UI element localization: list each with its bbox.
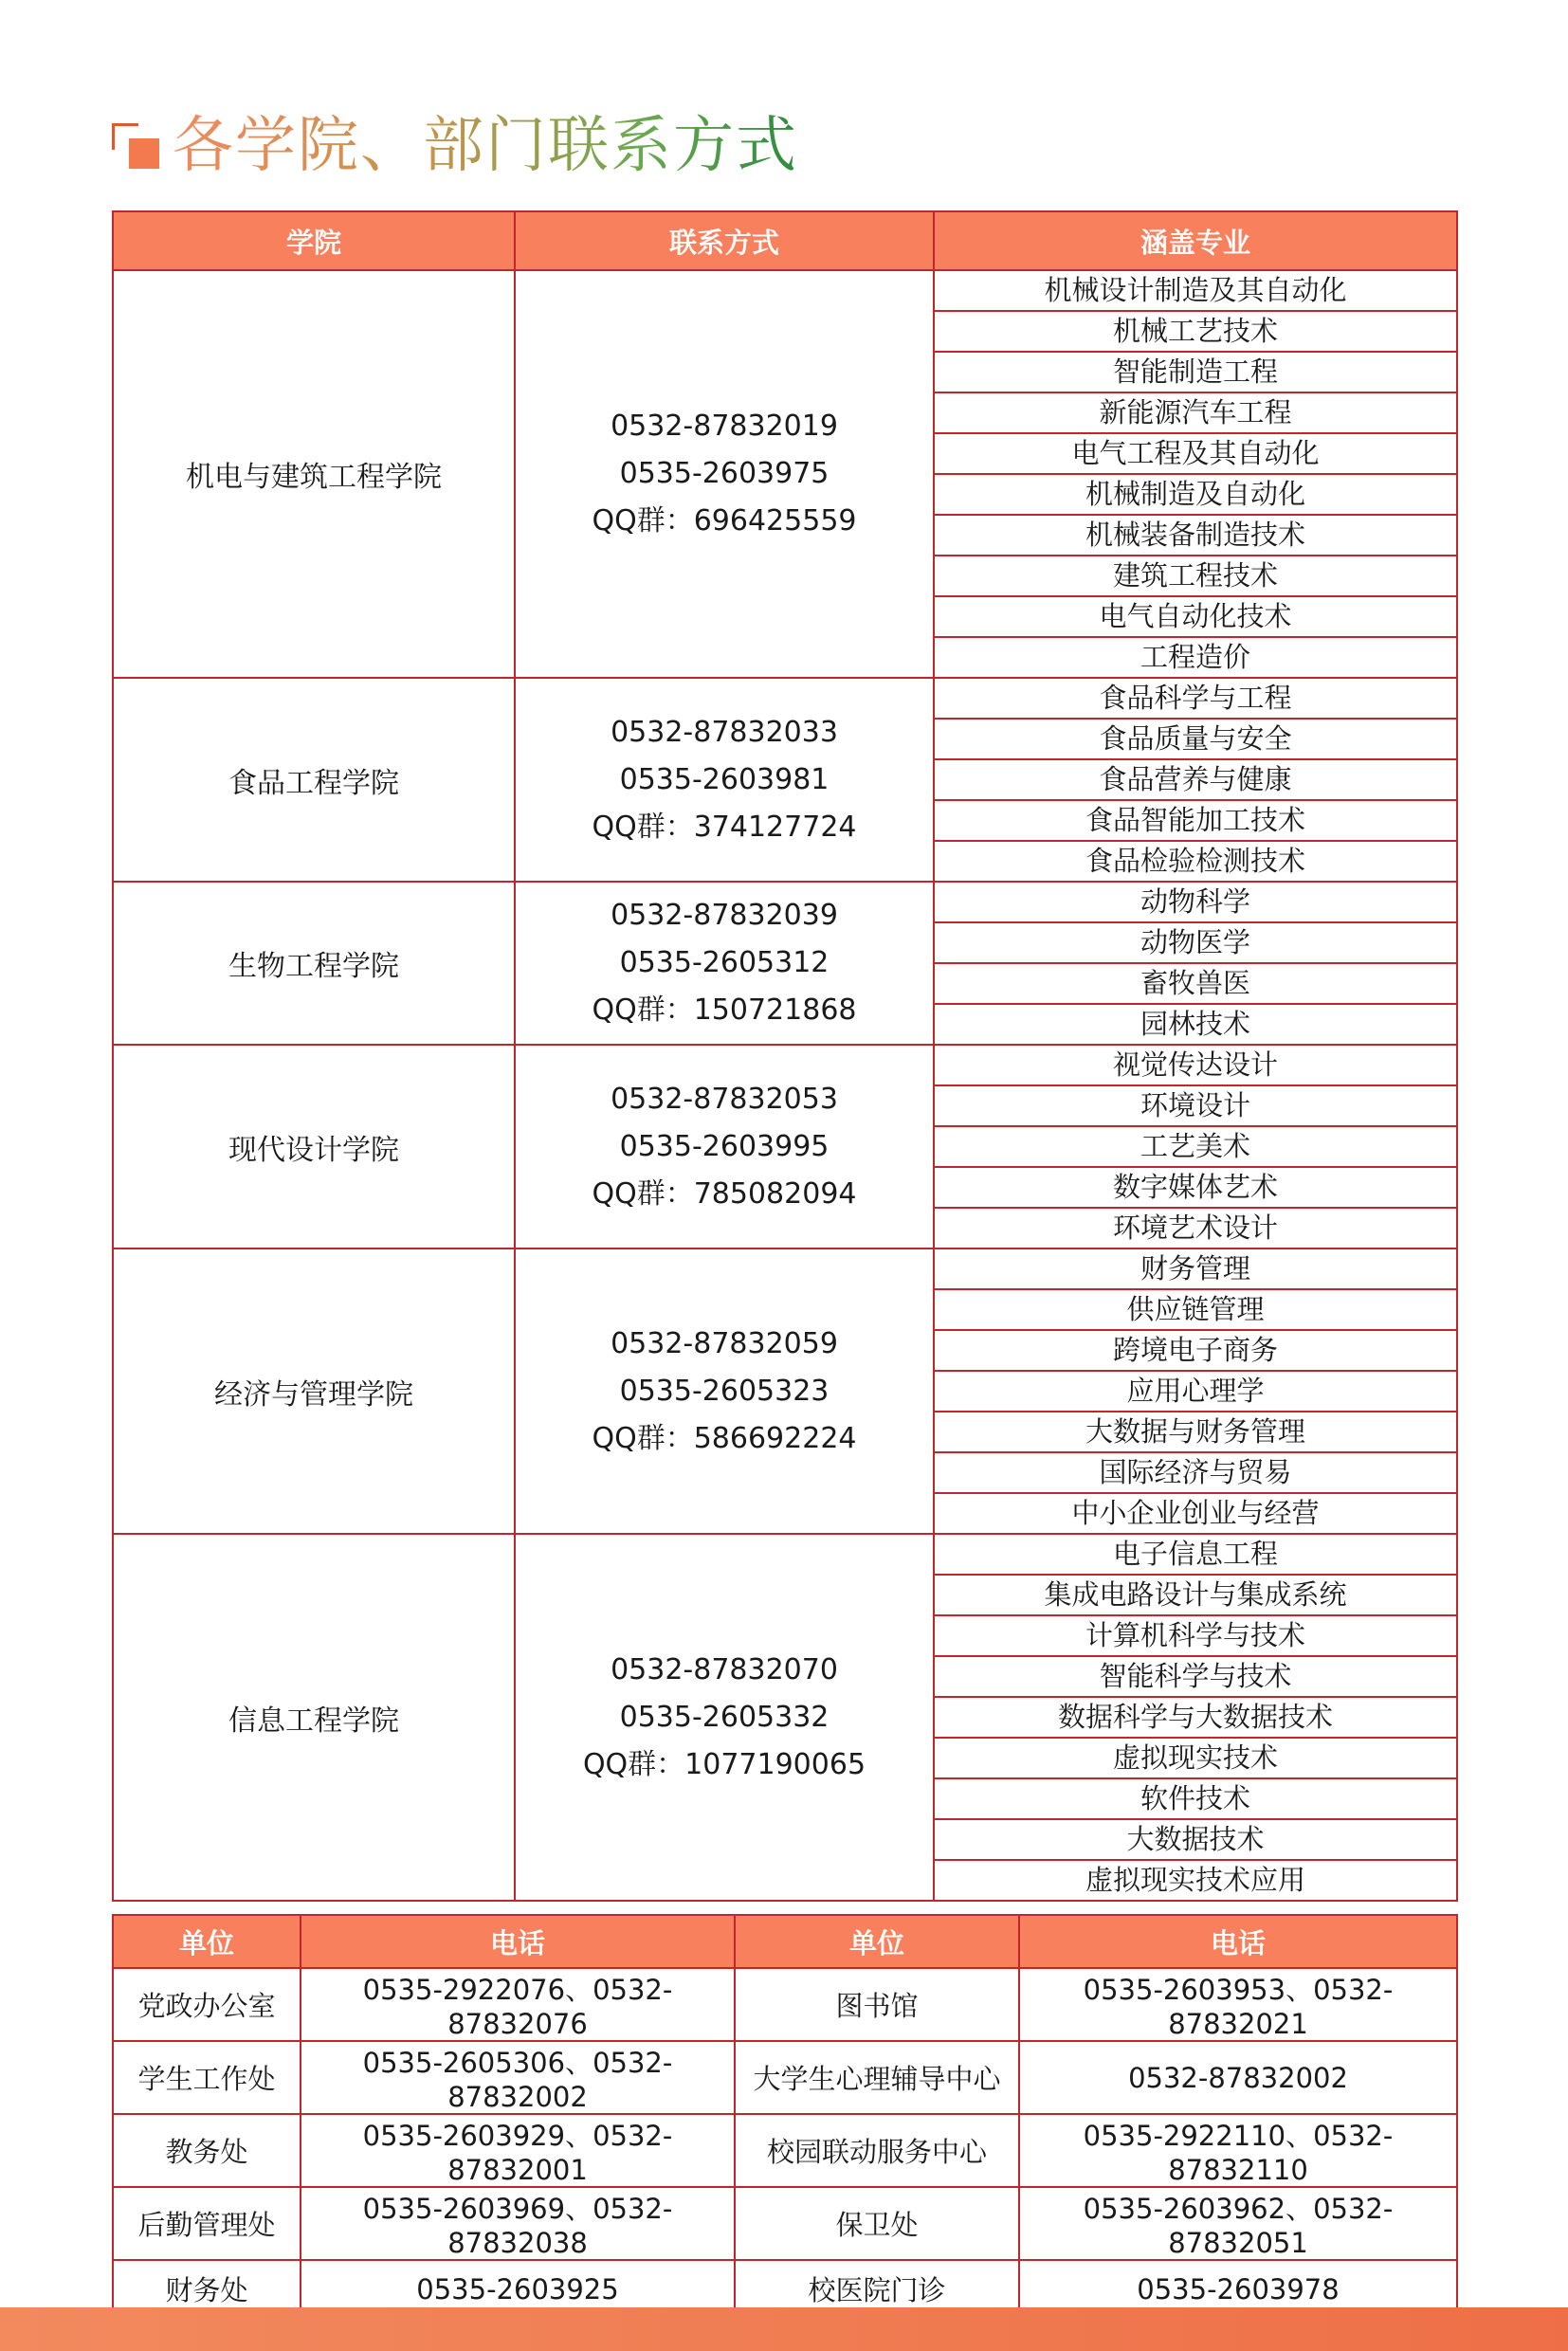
major-item: 虚拟现实技术 <box>934 1738 1457 1778</box>
major-item: 集成电路设计与集成系统 <box>934 1575 1457 1615</box>
contact-line: 0535-2605312 <box>619 946 830 979</box>
college-name: 现代设计学院 <box>113 1045 515 1248</box>
header-unit: 单位 <box>735 1915 1019 1968</box>
contact-line: 0532-87832053 <box>611 1082 838 1116</box>
table-row <box>113 882 1457 922</box>
contact-line: 0532-87832039 <box>611 899 838 932</box>
contact-line: 0532-87832070 <box>611 1652 838 1686</box>
bottom-decor-bar <box>0 2307 1568 2351</box>
major-item: 软件技术 <box>934 1778 1457 1819</box>
contact-line: 0532-87832059 <box>611 1326 838 1360</box>
contact-line: QQ群：586692224 <box>592 1421 857 1455</box>
table-row <box>113 1045 1457 1085</box>
college-name: 食品工程学院 <box>113 678 515 882</box>
table-row <box>113 2114 1457 2187</box>
major-item: 工艺美术 <box>934 1126 1457 1167</box>
contact-line: QQ群：1077190065 <box>582 1747 866 1781</box>
major-item: 机械装备制造技术 <box>934 515 1457 556</box>
unit-phone: 0535-2603978 <box>1019 2260 1457 2318</box>
major-item: 国际经济与贸易 <box>934 1452 1457 1493</box>
major-item: 畜牧兽医 <box>934 963 1457 1004</box>
departments-table <box>112 1914 1458 2319</box>
college-contact <box>515 882 934 1045</box>
major-item: 应用心理学 <box>934 1371 1457 1412</box>
unit-name: 后勤管理处 <box>113 2187 301 2260</box>
major-item: 大数据与财务管理 <box>934 1412 1457 1452</box>
contact-line: 0532-87832033 <box>611 715 838 749</box>
unit-name: 大学生心理辅导中心 <box>735 2041 1019 2114</box>
major-item: 食品检验检测技术 <box>934 841 1457 882</box>
major-item: 数据科学与大数据技术 <box>934 1697 1457 1738</box>
page-title: 各学院、部门联系方式 <box>173 97 798 184</box>
colleges-table <box>112 210 1458 1902</box>
major-item: 中小企业创业与经营 <box>934 1493 1457 1534</box>
contact-line: 0535-2605323 <box>619 1374 830 1408</box>
table-row <box>113 2187 1457 2260</box>
unit-phone: 0535-2603953、0532-87832021 <box>1019 1968 1457 2041</box>
unit-phone: 0532-87832002 <box>1019 2041 1457 2114</box>
unit-phone: 0535-2922110、0532-87832110 <box>1019 2114 1457 2187</box>
major-item: 智能科学与技术 <box>934 1656 1457 1697</box>
contact-line: QQ群：374127724 <box>592 810 857 844</box>
contact-line: 0535-2603981 <box>619 762 830 796</box>
major-item: 建筑工程技术 <box>934 556 1457 596</box>
header-majors: 涵盖专业 <box>934 211 1457 270</box>
major-item: 机械工艺技术 <box>934 311 1457 352</box>
unit-phone: 0535-2603929、0532-87832001 <box>301 2114 735 2187</box>
college-name: 信息工程学院 <box>113 1534 515 1901</box>
unit-phone: 0535-2603962、0532-87832051 <box>1019 2187 1457 2260</box>
major-item: 大数据技术 <box>934 1819 1457 1860</box>
major-item: 机械制造及自动化 <box>934 474 1457 515</box>
major-item: 工程造价 <box>934 637 1457 678</box>
departments-table-header <box>113 1915 1457 1968</box>
major-item: 电子信息工程 <box>934 1534 1457 1575</box>
major-item: 跨境电子商务 <box>934 1330 1457 1371</box>
header-unit: 单位 <box>113 1915 301 1968</box>
unit-name: 教务处 <box>113 2114 301 2187</box>
table-row <box>113 1968 1457 2041</box>
college-name: 机电与建筑工程学院 <box>113 270 515 678</box>
unit-phone: 0535-2603925 <box>301 2260 735 2318</box>
major-item: 电气自动化技术 <box>934 596 1457 637</box>
table-row <box>113 678 1457 719</box>
major-item: 虚拟现实技术应用 <box>934 1860 1457 1901</box>
unit-name: 校园联动服务中心 <box>735 2114 1019 2187</box>
major-item: 食品智能加工技术 <box>934 800 1457 841</box>
contact-line: QQ群：785082094 <box>592 1176 857 1211</box>
header-contact: 联系方式 <box>515 211 934 270</box>
major-item: 计算机科学与技术 <box>934 1615 1457 1656</box>
table-row <box>113 1534 1457 1575</box>
unit-name: 财务处 <box>113 2260 301 2318</box>
header-phone: 电话 <box>301 1915 735 1968</box>
major-item: 动物医学 <box>934 922 1457 963</box>
college-contact <box>515 270 934 678</box>
major-item: 财务管理 <box>934 1248 1457 1289</box>
table-row <box>113 270 1457 311</box>
unit-name: 校医院门诊 <box>735 2260 1019 2318</box>
contact-line: 0535-2605332 <box>619 1700 830 1734</box>
college-contact <box>515 1248 934 1534</box>
major-item: 环境艺术设计 <box>934 1208 1457 1248</box>
college-contact <box>515 1534 934 1901</box>
unit-name: 保卫处 <box>735 2187 1019 2260</box>
major-item: 环境设计 <box>934 1085 1457 1126</box>
major-item: 食品质量与安全 <box>934 719 1457 759</box>
header-college: 学院 <box>113 211 515 270</box>
major-item: 视觉传达设计 <box>934 1045 1457 1085</box>
major-item: 食品科学与工程 <box>934 678 1457 719</box>
major-item: 动物科学 <box>934 882 1457 922</box>
title-square-icon <box>112 112 165 169</box>
contact-line: QQ群：150721868 <box>592 993 857 1027</box>
colleges-table-header <box>113 211 1457 270</box>
major-item: 新能源汽车工程 <box>934 392 1457 433</box>
header-phone: 电话 <box>1019 1915 1457 1968</box>
page-title-block <box>112 102 798 181</box>
unit-name: 党政办公室 <box>113 1968 301 2041</box>
college-name: 生物工程学院 <box>113 882 515 1045</box>
table-row <box>113 1248 1457 1289</box>
major-item: 食品营养与健康 <box>934 759 1457 800</box>
unit-phone: 0535-2922076、0532-87832076 <box>301 1968 735 2041</box>
unit-name: 学生工作处 <box>113 2041 301 2114</box>
major-item: 供应链管理 <box>934 1289 1457 1330</box>
contact-line: 0535-2603995 <box>619 1129 830 1163</box>
major-item: 电气工程及其自动化 <box>934 433 1457 474</box>
college-name: 经济与管理学院 <box>113 1248 515 1534</box>
contact-line: QQ群：696425559 <box>592 504 857 538</box>
unit-name: 图书馆 <box>735 1968 1019 2041</box>
college-contact <box>515 1045 934 1248</box>
table-row <box>113 2041 1457 2114</box>
unit-phone: 0535-2603969、0532-87832038 <box>301 2187 735 2260</box>
contact-line: 0532-87832019 <box>611 410 838 443</box>
major-item: 智能制造工程 <box>934 352 1457 392</box>
college-contact <box>515 678 934 882</box>
major-item: 机械设计制造及其自动化 <box>934 270 1457 311</box>
unit-phone: 0535-2605306、0532-87832002 <box>301 2041 735 2114</box>
major-item: 园林技术 <box>934 1004 1457 1045</box>
major-item: 数字媒体艺术 <box>934 1167 1457 1208</box>
contact-line: 0535-2603975 <box>619 457 830 490</box>
